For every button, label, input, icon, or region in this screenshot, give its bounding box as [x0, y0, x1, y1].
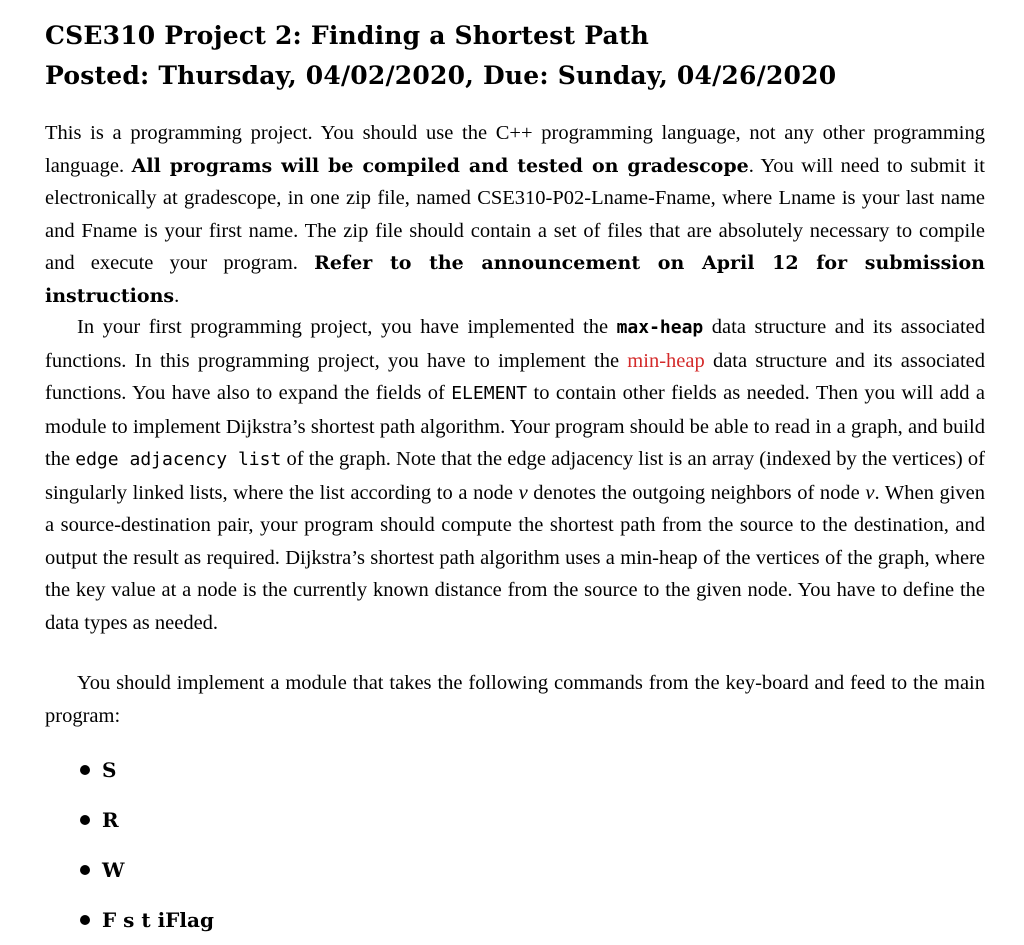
page-title: CSE310 Project 2: Finding a Shortest Path	[45, 21, 650, 50]
code-element: ELEMENT	[451, 383, 528, 404]
command-list	[45, 745, 214, 945]
list-item	[45, 795, 214, 845]
desc-text-4: to contain other fields as needed. Then you will add a module to implement Dijkstra’s shortest path algorithm. Your program should be able to read in a graph, and build the	[45, 382, 985, 470]
announcement-bold-note: Refer to the announcement on April 12 for submission instructions	[45, 252, 985, 307]
command-label: S	[102, 758, 117, 782]
bullet-icon	[80, 915, 90, 925]
code-edge-adjacency-list: edge adjacency list	[75, 449, 282, 470]
desc-text-2: data structure and its associated functions. In this programming project, you have to implement the	[45, 316, 985, 372]
command-label: R	[102, 808, 119, 832]
commands-intro-paragraph: You should implement a module that takes the following commands from the key-board and feed to the main program:	[45, 672, 985, 727]
desc-text-6: denotes the outgoing neighbors of node	[527, 481, 866, 504]
posted-due-dates: Posted: Thursday, 04/02/2020, Due: Sunday, 04/26/2020	[45, 61, 837, 90]
var-v-1: v	[518, 481, 528, 504]
var-v-2: v	[865, 481, 875, 504]
desc-text-3: data structure and its associated functions. You have also to expand the fields of	[45, 349, 986, 404]
desc-text-1: In your first programming project, you have implemented the	[77, 316, 617, 338]
bullet-icon	[80, 765, 90, 775]
intro-text-3: .	[174, 284, 180, 307]
intro-text-1: This is a programming project. You should use the C++ programming language, not any other programming language.	[45, 122, 985, 177]
min-heap-highlight: min-heap	[627, 349, 705, 372]
code-max-heap: max-heap	[616, 317, 704, 338]
description-paragraph	[45, 311, 985, 639]
intro-text-2: . You will need to submit it electronically at gradescope, in one zip file, named CSE310-P02-Lname-Fname, where Lname is your last name and Fname is your first name. The zip file should contain a set of files that are absolutely necessary to compile and execute your program.	[45, 154, 985, 274]
intro-paragraph	[45, 117, 985, 312]
gradescope-bold-note: All programs will be compiled and tested on gradescope	[131, 154, 749, 177]
desc-text-7: . When given a source-destination pair, your program should compute the shortest path from the source to the destination, and output the result as required. Dijkstra’s shortest path algorithm uses a min-heap of the vertices of the graph, where the key value at a node is the currently known distance from the source to the given node. You have to define the data types as needed.	[45, 481, 985, 634]
list-item	[45, 895, 214, 945]
bullet-icon	[80, 815, 90, 825]
command-label: F s t iFlag	[102, 908, 214, 932]
desc-text-5: of the graph. Note that the edge adjacency list is an array (indexed by the vertices) of singularly linked lists, where the list according to a node	[45, 448, 986, 504]
list-item	[45, 845, 214, 895]
list-item	[45, 745, 214, 795]
bullet-icon	[80, 865, 90, 875]
command-label: W	[102, 858, 125, 882]
